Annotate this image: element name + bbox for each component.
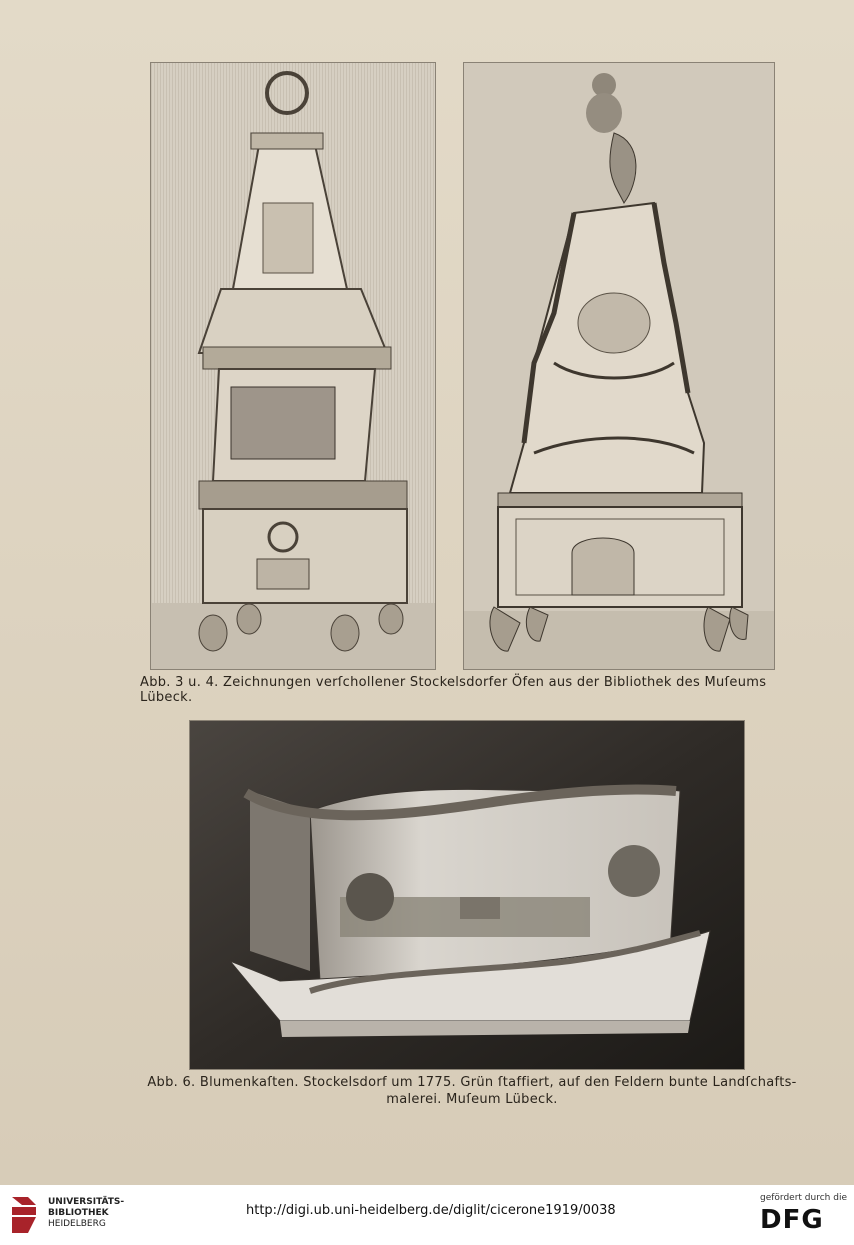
institution-line2: BIBLIOTHEK: [48, 1208, 109, 1218]
caption-figure-6-line1: Abb. 6. Blumenkaſten. Stockelsdorf um 1775. Grün ſtaffiert, auf den Feldern bunte Landſchafts-: [147, 1075, 797, 1090]
stove-drawing-right: [463, 62, 775, 670]
footer-bar: [0, 1185, 854, 1245]
caption-figure-3-4: Abb. 3 u. 4. Zeichnungen verſchollener Stockelsdorfer Öfen aus der Bibliothek des Muſeums Lübeck.: [140, 675, 767, 705]
funding-label: gefördert durch die: [760, 1193, 847, 1203]
university-library-logo-icon: [8, 1193, 40, 1237]
university-library-name: [48, 1197, 124, 1230]
flower-box-photo: [189, 720, 745, 1070]
stove-drawing-left: [150, 62, 436, 670]
caption-figure-6: [140, 1074, 804, 1108]
institution-line1: UNIVERSITÄTS-: [48, 1197, 125, 1207]
source-url-link[interactable]: http://digi.ub.uni-heidelberg.de/diglit/cicerone1919/0038: [246, 1203, 616, 1218]
dfg-logo: DFG: [760, 1205, 824, 1235]
institution-line3: HEIDELBERG: [48, 1219, 106, 1229]
caption-figure-6-line2: malerei. Muſeum Lübeck.: [386, 1092, 558, 1107]
